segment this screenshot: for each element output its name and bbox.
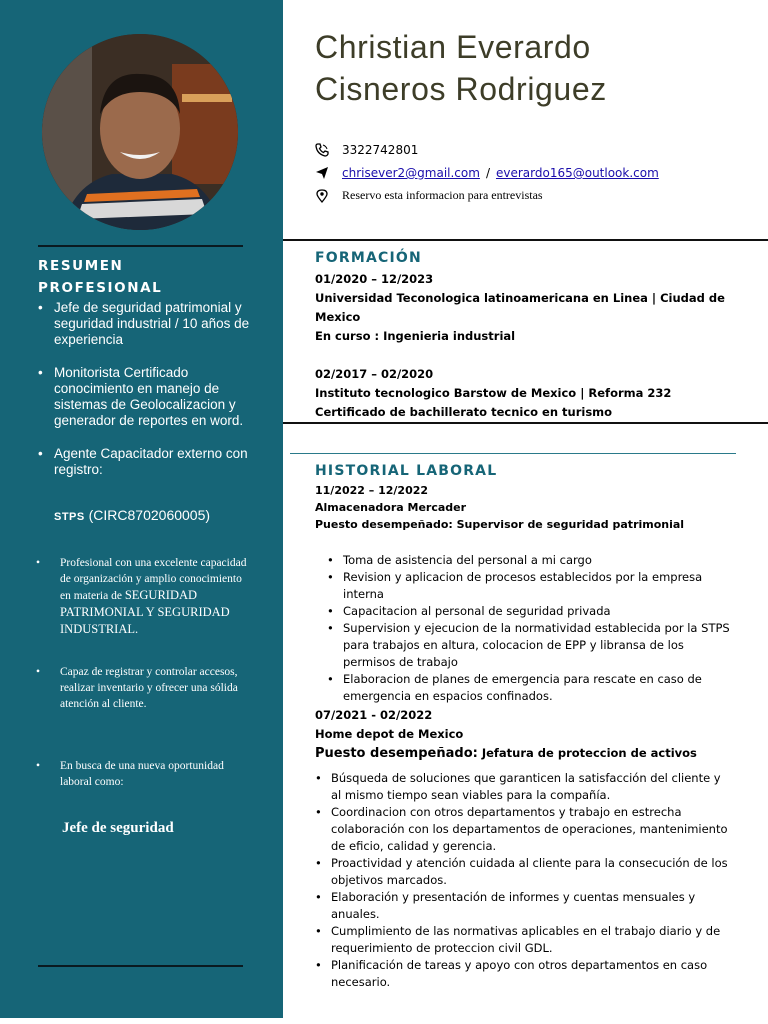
phone-icon: [315, 143, 329, 157]
job-task: • Supervision y ejecucion de la normatividad establecida por la STPS para trabajos en altura, colocacion de EPP y libransa de los permisos de trabajo: [327, 620, 737, 671]
page-bottom-edge: [0, 1018, 768, 1024]
email-link-1[interactable]: chrisever2@gmail.com: [342, 166, 480, 180]
summary-item: • Jefe de seguridad patrimonial y seguridad industrial / 10 años de experiencia: [38, 300, 268, 348]
job-company: Home depot de Mexico: [315, 727, 464, 741]
education-detail: En curso : Ingenieria industrial: [315, 329, 516, 343]
education-divider: [283, 422, 768, 424]
job-task: • Elaboracion de planes de emergencia para rescate en caso de emergencia en espacios confinados.: [327, 671, 737, 705]
education-dates: 01/2020 – 12/2023: [315, 272, 434, 286]
job-task-list: [315, 770, 730, 991]
job-company: Almacenadora Mercader: [315, 501, 467, 514]
job-position: Puesto desempeñado: Supervisor de seguridad patrimonial: [315, 518, 685, 531]
job-task-list: [327, 552, 737, 705]
contact-email: chrisever2@gmail.com / everardo165@outlook.com: [315, 166, 659, 180]
job-position: Puesto desempeñado: Jefatura de proteccion de activos: [315, 746, 697, 761]
candidate-name: Christian Everardo Cisneros Rodriguez: [315, 29, 607, 107]
education-school: Instituto tecnologico Barstow de Mexico | Reforma 232: [315, 386, 672, 400]
job-task: • Toma de asistencia del personal a mi cargo: [327, 552, 737, 569]
job-task: • Capacitacion al personal de seguridad privada: [327, 603, 737, 620]
sidebar-divider-bottom: [38, 965, 243, 967]
education-detail: Certificado de bachillerato tecnico en turismo: [315, 405, 613, 419]
location-pin-icon: [315, 189, 329, 203]
target-role: Jefe de seguridad: [62, 820, 174, 836]
work-divider: [290, 453, 736, 454]
summary-item: • Capaz de registrar y controlar accesos, realizar inventario y ofrecer una sólida atención al cliente.: [36, 664, 251, 712]
job-task: • Cumplimiento de las normativas aplicables en el trabajo diario y de requerimiento de proteccion civil GDL.: [315, 923, 730, 957]
work-title: HISTORIAL LABORAL: [315, 463, 498, 479]
education-dates: 02/2017 – 02/2020: [315, 367, 434, 381]
job-task: • Planificación de tareas y apoyo con otros departamentos en caso necesario.: [315, 957, 730, 991]
job-task: • Coordinacion con otros departamentos y trabajo en estrecha colaboración con los departamentos de operaciones, mantenimiento de eficio, calidad y gerencia.: [315, 804, 730, 855]
contact-phone: 3322742801: [315, 143, 418, 157]
summary-item: • Monitorista Certificado conocimiento en manejo de sistemas de Geolocalizacion y generador de reportes en word.: [38, 365, 268, 429]
summary-list-secondary: [36, 664, 251, 712]
education-school: Universidad Teconologica latinoamericana en Linea | Ciudad de Mexico: [315, 291, 725, 324]
contact-address: Reservo esta informacion para entrevistas: [315, 188, 543, 203]
summary-item: • Profesional con una excelente capacidad de organización y amplio conocimiento en materia de SEGURIDAD PATRIMONIAL Y SEGURIDAD INDUSTRIAL.: [36, 555, 251, 638]
summary-item: • En busca de una nueva oportunidad laboral como:: [36, 758, 251, 790]
summary-item: • Agente Capacitador externo con registro:: [38, 446, 268, 478]
job-task: • Revision y aplicacion de procesos establecidos por la empresa interna: [327, 569, 737, 603]
summary-list-secondary: [36, 555, 251, 638]
send-icon: [315, 166, 329, 180]
summary-list-secondary: [36, 758, 251, 790]
summary-heading: RESUMEN PROFESIONAL: [38, 258, 163, 296]
job-dates: 07/2021 - 02/2022: [315, 708, 433, 722]
job-task: • Elaboración y presentación de informes y cuentas mensuales y anuales.: [315, 889, 730, 923]
email-link-2[interactable]: everardo165@outlook.com: [495, 166, 659, 180]
profile-photo: [42, 34, 238, 230]
job-dates: 11/2022 – 12/2022: [315, 484, 429, 497]
header-divider: [283, 239, 768, 241]
stps-registration: STPS (CIRC8702060005): [54, 507, 211, 523]
job-task: • Proactividad y atención cuidada al cliente para la consecución de los objetivos marcados.: [315, 855, 730, 889]
job-task: • Búsqueda de soluciones que garanticen la satisfacción del cliente y al mismo tiempo sean viables para la compañía.: [315, 770, 730, 804]
sidebar-divider-top: [38, 245, 243, 247]
summary-list: [38, 300, 268, 495]
education-title: FORMACIÓN: [315, 250, 422, 266]
